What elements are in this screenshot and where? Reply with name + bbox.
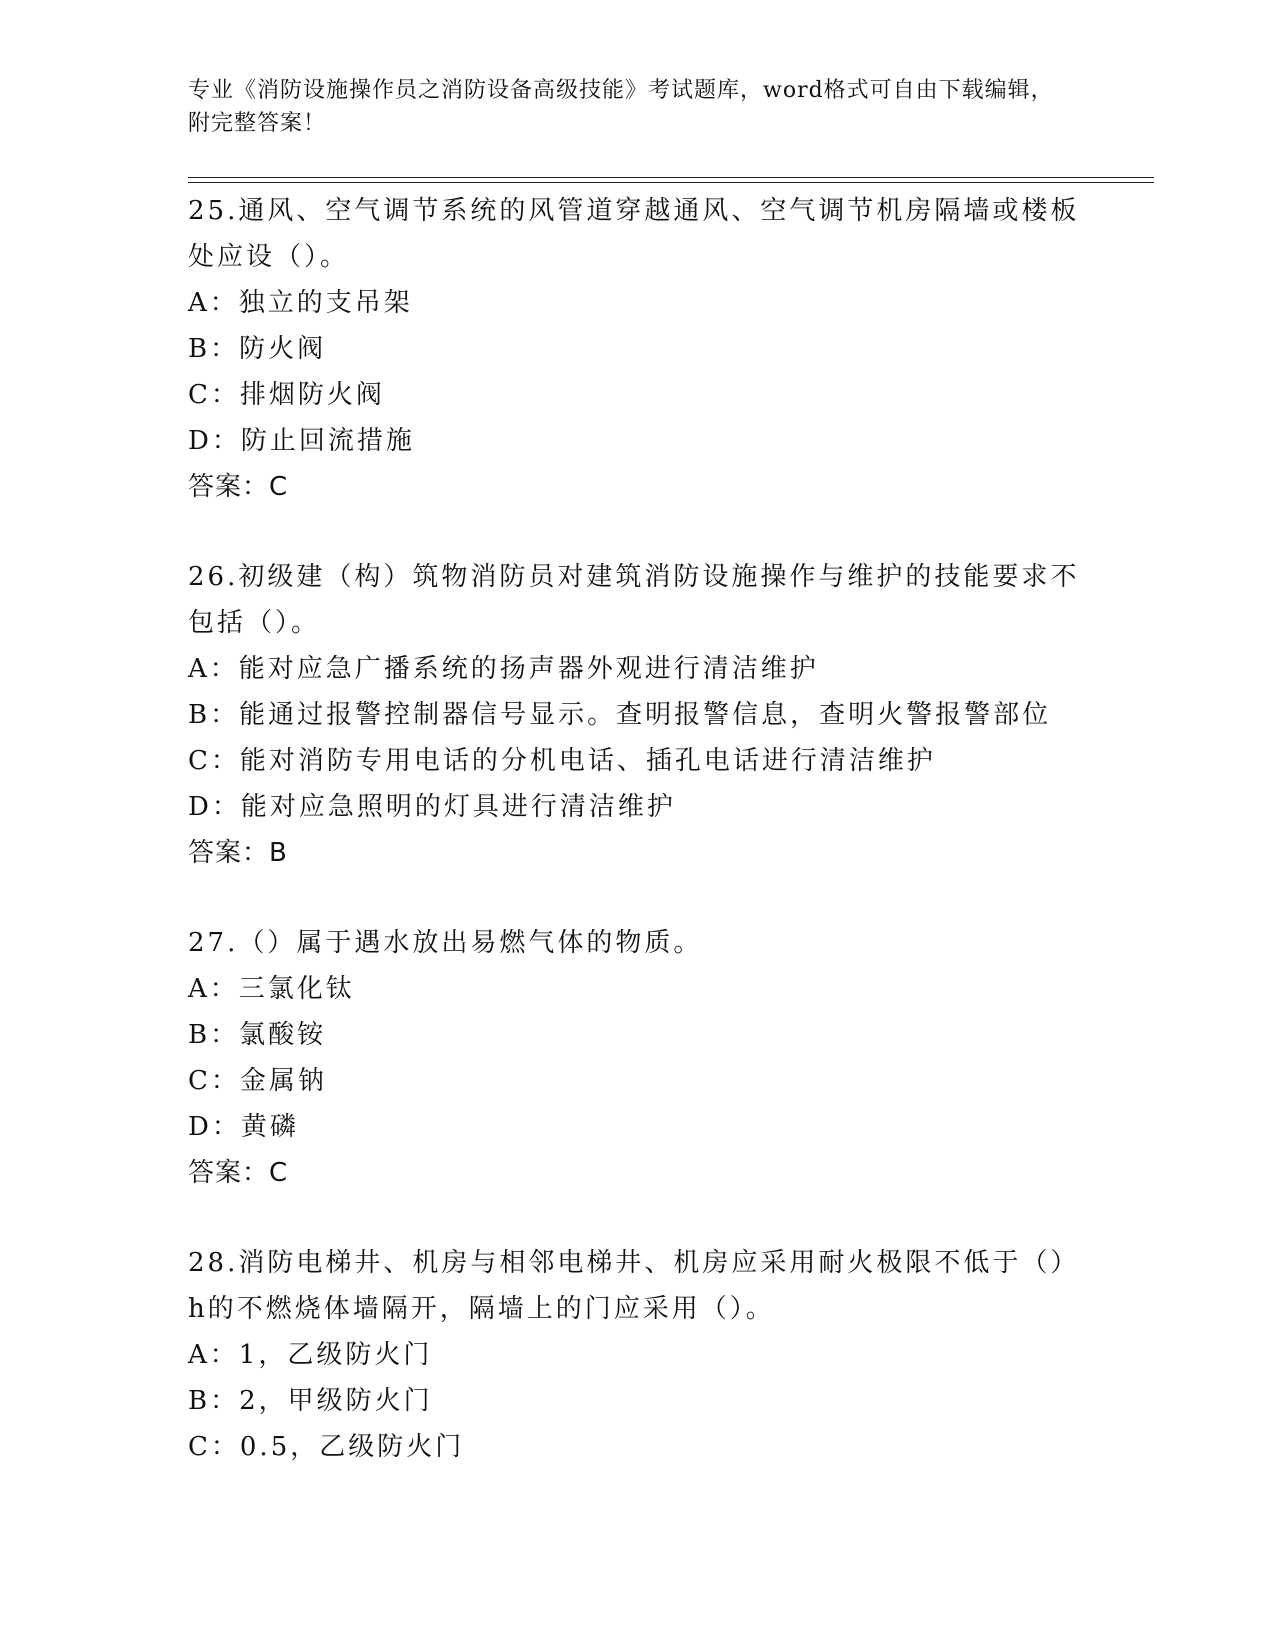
option-b: B：氯酸铵 [188,1020,327,1050]
option-b: B：能通过报警控制器信号显示。查明报警信息，查明火警报警部位 [188,700,1052,730]
option-d: D：黄磷 [188,1112,299,1142]
option-b: B：防火阀 [188,334,327,364]
answer: 答案：C [188,1158,289,1188]
option-c: C：能对消防专用电话的分机电话、插孔电话进行清洁维护 [188,746,936,776]
option-c: C：0.5，乙级防火门 [188,1432,465,1462]
option-a: A：能对应急广播系统的扬声器外观进行清洁维护 [188,654,819,684]
question-stem: 28.消防电梯井、机房与相邻电梯井、机房应采用耐火极限不低于（）h的不燃烧体墙隔开，隔墙上的门应采用（）。 [188,1248,1080,1324]
header-divider-bottom [188,182,1154,183]
option-c: C：排烟防火阀 [188,380,385,410]
question-26 [188,554,1088,876]
question-28 [188,1240,1088,1470]
option-b: B：2，甲级防火门 [188,1386,433,1416]
option-d: D：防止回流措施 [188,426,415,456]
question-stem: 25.通风、空气调节系统的风管道穿越通风、空气调节机房隔墙或楼板处应设（）。 [188,196,1080,272]
header-divider-top [188,177,1154,178]
question-stem: 26.初级建（构）筑物消防员对建筑消防设施操作与维护的技能要求不包括（）。 [188,562,1080,638]
option-a: A：1，乙级防火门 [188,1340,433,1370]
document-header: 专业《消防设施操作员之消防设备高级技能》考试题库，word格式可自由下载编辑，附完整答案！ [188,78,1054,136]
question-stem: 27.（）属于遇水放出易燃气体的物质。 [188,928,703,958]
question-25 [188,188,1088,510]
option-a: A：独立的支吊架 [188,288,413,318]
answer: 答案：C [188,472,289,502]
option-d: D：能对应急照明的灯具进行清洁维护 [188,792,676,822]
option-c: C：金属钠 [188,1066,327,1096]
option-a: A：三氯化钛 [188,974,355,1004]
question-27 [188,920,1088,1196]
answer: 答案：B [188,838,288,868]
